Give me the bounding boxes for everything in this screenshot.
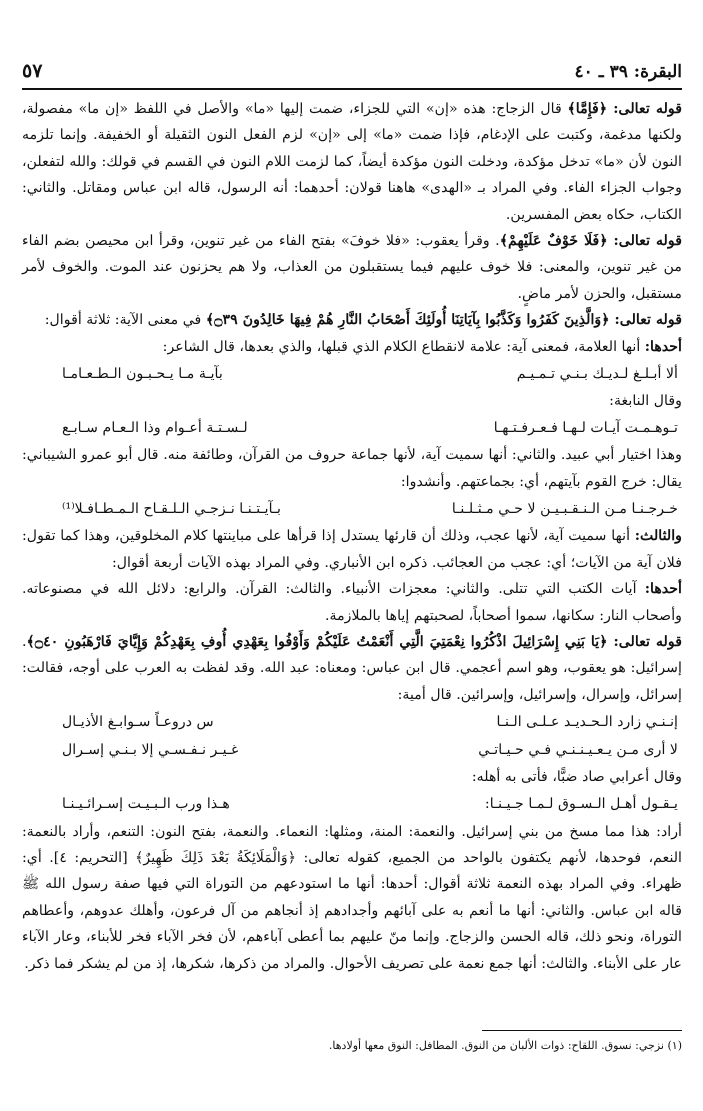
main-text: [22, 96, 682, 977]
paragraph-text: أراد: هذا مما مسخ من بني إسرائيل. والنعمة: المنة، ومثلها: النعماء. والنعمة، بفتح النون: التنعم، وأراد بالنعمة: النعم، فوحدها، لأنهم يكتفون بالواحد من الجميع، كقوله تعالى: ﴿وَالْمَلَائِكَةُ بَعْدَ ذَلِكَ ظَهِيرٌ﴾ [التحريم: ٤]. أي: ظهراء. وفي المراد بهذه النعمة ثلاثة أقوال: أحدها: أنها ما استودعهم من التوراة التي فيها صفة رسول الله ﷺ قاله ابن عباس. والثاني: أنها ما أنعم به على آبائهم وأجدادهم إذ أنجاهم من آل فرعون، وأهلك عدوهم، وأعطاهم التوراة، ونحو ذلك، قاله الحسن والزجاج. وإنما منّ عليهم بما أعطى آباءهم، لأن فخر الآباء فخر للأبناء، وعار الآباء عار على الأبناء. والثالث: أنها جمع نعمة على تصريف الأحوال. والمراد من ذكرها، شكرها، إذ من لم يشكر فما ذكر.: [22, 823, 682, 972]
paragraph-lead: والثالث:: [634, 528, 682, 545]
verse-hemistich-left: س دروعـاً سـوابـغ الأذيـال: [62, 713, 214, 730]
paragraph: وقال أعرابي صاد ضبًّا، فأتى به أهله:: [471, 769, 682, 786]
verse-line: [22, 495, 682, 523]
paragraph-text: أنها سميت آية، لأنها عجب، وذلك أن قارئها يستدل إذا قرأها على مباينتها كلام المخلوقين، وهذا كما تقول: فلان آية من الآيات؛ أي: عجب من العجائب. ذكره ابن الأنباري. وفي المراد بهذه الآيات أربعة أقوال:: [22, 528, 682, 571]
paragraph-lead: أحدها:: [644, 581, 682, 598]
verse-line: [22, 414, 682, 442]
paragraph: [22, 307, 682, 333]
page-header: [22, 58, 682, 88]
paragraph-lead: قوله تعالى: ﴿فَلَا خَوْفٌ عَلَيْهِمْ﴾: [499, 233, 682, 250]
footnote-rule: [482, 1030, 682, 1031]
page-number: ٥٧: [22, 60, 43, 82]
paragraph-text: في معنى الآية: ثلاثة أقوال:: [44, 312, 206, 329]
paragraph-text: أنها العلامة، فمعنى آية: علامة لانقطاع الكلام الذي قبلها، والذي بعدها، قال الشاعر:: [162, 338, 645, 355]
verse-hemistich-right: خـرجـنـا مـن الـنـقـبـيـن لا حـي مـثـلـنـا: [451, 501, 678, 518]
paragraph-lead: قوله تعالى: ﴿فَإِمَّا﴾: [567, 101, 683, 117]
verse-hemistich-right: ألا أبـلـغ لـديـك بـنـي تـمـيـم: [516, 365, 678, 382]
paragraph: [22, 442, 682, 495]
verse-hemistich-left: بآيـة مـا يـحـبـون الـطـعـامـا: [62, 365, 223, 382]
verse-line: [22, 736, 682, 764]
paragraph: [22, 576, 682, 629]
paragraph-text: آيات الكتب التي تتلى. والثاني: معجزات الأنبياء. والثالث: القرآن. والرابع: دلائل الله في مصنوعاته. وأصحاب النار: سكانها، سموا أصحاباً، لصحبتهم إياها بالملازمة.: [22, 581, 682, 624]
verse-hemistich-left: لـسـتـة أعـوام وذا الـعـام سـابـع: [62, 420, 248, 437]
verse-hemistich-right: يـقـول أهـل الـسـوق لـمـا جـيـنـا:: [484, 796, 678, 813]
verse-hemistich-left: بـآيـتـنـا نـزجـي الـلـقـاح الـمـطـافـلا⁽¹⁾: [62, 501, 282, 518]
verse-hemistich-right: تـوهـمـت آيـات لـهـا فـعـرفـتـهـا: [493, 420, 678, 437]
paragraph-lead: قوله تعالى: ﴿وَالَّذِينَ كَفَرُوا وَكَذَّبُوا بِآيَاتِنَا أُولَئِكَ أَصْحَابُ النَّارِ هُمْ فِيهَا خَالِدُونَ ۝٣٩﴾: [205, 312, 682, 329]
paragraph-lead: أحدها:: [644, 338, 682, 355]
footnote: (١) نزجي: نسوق. اللقاح: ذوات الألبان من النوق. المطافل: النوق معها أولادها.: [328, 1039, 682, 1052]
paragraph: وقال النابغة:: [609, 393, 682, 410]
paragraph-text: . وقرأ يعقوب: «فلا خوفَ» بفتح الفاء من غير تنوين، وقرأ ابن محيصن بضم الفاء من غير تنوين، والمعنى: فلا خوف عليهم فيما يستقبلون من العذاب، ولا هم يحزنون عند الموت. والخوف لأمر مستقبل، والحزن لأمر ماضٍ.: [22, 233, 682, 302]
paragraph-lead: قوله تعالى: ﴿يَا بَنِي إِسْرَائِيلَ اذْكُرُوا نِعْمَتِيَ الَّتِي أَنْعَمْتُ عَلَيْكُمْ وَأَوْفُوا بِعَهْدِي أُوفِ بِعَهْدِكُمْ وَإِيَّايَ فَارْهَبُونِ ۝٤٠﴾: [26, 633, 682, 650]
paragraph: [22, 523, 682, 576]
running-title: البقرة: ٣٩ ـ ٤٠: [574, 62, 682, 82]
verse-line: [22, 708, 682, 736]
paragraph-text: وهذا اختيار أبي عبيد. والثاني: أنها سميت آية، لأنها جماعة حروف من القرآن، وطائفة منه. قال أبو عمرو الشيباني: يقال: خرج القوم بآيتهم، أي: بجماعتهم. وأنشدوا:: [22, 447, 682, 490]
paragraph: [22, 819, 682, 977]
paragraph-text: قال الزجاج: هذه «إن» التي للجزاء، ضمت إليها «ما» والأصل في اللفظ «إن ما» مفصولة، ولكنها مدغمة، وكتبت على الإدغام، فإذا ضمت «ما» إلى «إن» لزم الفعل النون الثقيلة أو الخفيفة. وإنما تلزمه النون لأن «ما» تدخل مؤكدة، ودخلت النون مؤكدة أيضاً، كما لزمت اللام النون في القسم في قولك: والله لتفعلن، وجواب الجزاء الفاء. وفي المراد بـ «الهدى» هاهنا قولان: أحدهما: أنه الرسول، قاله ابن عباس ومقاتل. والثاني: الكتاب، حكاه بعض المفسرين.: [22, 101, 682, 223]
paragraph-text: . إسرائيل: هو يعقوب، وهو اسم أعجمي. قال ابن عباس: ومعناه: عبد الله. وقد لفظت به العرب على أوجه، فقالت: إسرائل، وإسرال، وإسرائيل، وإسرائين. قال أمية:: [22, 633, 682, 703]
header-rule: [22, 88, 682, 90]
verse-hemistich-left: هـذا ورب الـبـيـت إسـرائـيـنـا: [62, 796, 230, 813]
verse-line: [22, 791, 682, 819]
verse-line: [22, 360, 682, 388]
verse-hemistich-right: لا أرى مـن يـعـيـنـنـي فـي حـيـاتـي: [478, 741, 678, 758]
paragraph: [22, 228, 682, 307]
verse-hemistich-left: غـيـر نـفـسـي إلا بـنـي إسـرال: [62, 741, 239, 758]
verse-hemistich-right: إنـنـي زارد الـحـديـد عـلـى الـنـا: [496, 713, 678, 730]
page: [22, 58, 683, 1052]
paragraph: [22, 334, 682, 360]
paragraph: [22, 96, 682, 228]
paragraph: [22, 629, 682, 708]
